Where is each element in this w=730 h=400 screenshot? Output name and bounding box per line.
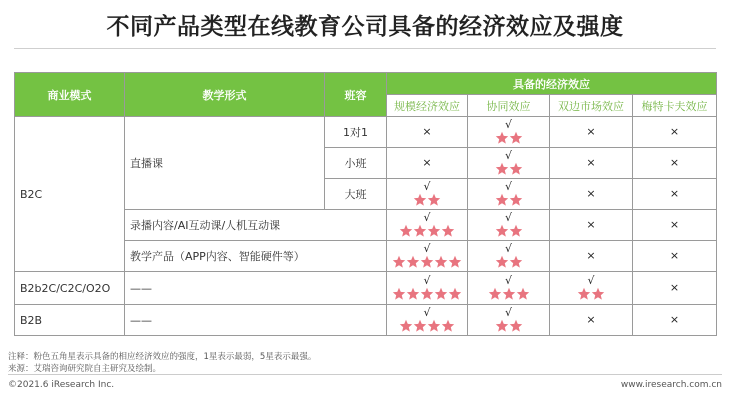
table-row <box>15 272 717 305</box>
header-class-size: 班容 <box>325 73 387 117</box>
cross-mark: × <box>422 156 432 170</box>
star-icon <box>399 224 413 238</box>
star-icon <box>509 255 523 269</box>
cell-teaching-form: —— <box>125 272 387 305</box>
star-icon <box>434 287 448 301</box>
star-icon <box>392 255 406 269</box>
strength-stars <box>495 255 523 269</box>
cell-effect <box>387 148 468 179</box>
strength-stars <box>495 224 523 238</box>
title-divider <box>14 48 716 49</box>
header-effect-synergy: 协同效应 <box>468 95 550 117</box>
cell-effect <box>468 148 550 179</box>
strength-stars <box>577 287 605 301</box>
cell-effect <box>550 305 633 336</box>
header-effect-metcalfe: 梅特卡夫效应 <box>633 95 717 117</box>
strength-stars <box>488 287 530 301</box>
cross-mark: × <box>586 156 596 170</box>
cell-effect <box>633 272 717 305</box>
star-icon <box>495 224 509 238</box>
star-icon <box>509 319 523 333</box>
check-mark: √ <box>423 210 431 224</box>
cell-effect <box>550 241 633 272</box>
star-icon <box>406 255 420 269</box>
star-icon <box>413 193 427 207</box>
cell-effect <box>633 179 717 210</box>
cell-effect <box>550 210 633 241</box>
check-mark: √ <box>587 273 595 287</box>
star-icon <box>420 255 434 269</box>
cell-effect <box>550 272 633 305</box>
cell-teaching-form: 录播内容/AI互动课/人机互动课 <box>125 210 387 241</box>
header-business-model: 商业模式 <box>15 73 125 117</box>
strength-stars <box>399 224 455 238</box>
check-mark: √ <box>504 305 512 319</box>
star-icon <box>509 131 523 145</box>
cross-mark: × <box>669 125 680 139</box>
star-icon <box>406 287 420 301</box>
check-mark: √ <box>504 210 512 224</box>
cross-mark: × <box>586 125 596 139</box>
footer-divider <box>8 374 722 375</box>
check-mark: √ <box>504 148 512 162</box>
star-icon <box>448 255 462 269</box>
cell-effect <box>387 210 468 241</box>
table-row <box>15 305 717 336</box>
cross-mark: × <box>669 187 680 201</box>
star-icon <box>509 162 523 176</box>
cell-class-size: 小班 <box>325 148 387 179</box>
strength-stars <box>392 287 462 301</box>
cross-mark: × <box>669 218 680 232</box>
table-row <box>15 117 717 148</box>
cross-mark: × <box>669 281 680 295</box>
economic-effects-table <box>14 72 717 336</box>
star-icon <box>495 255 509 269</box>
cross-mark: × <box>669 249 680 263</box>
star-icon <box>434 255 448 269</box>
cross-mark: × <box>669 313 680 327</box>
check-mark: √ <box>423 273 431 287</box>
star-icon <box>427 193 441 207</box>
cell-effect <box>550 117 633 148</box>
star-icon <box>448 287 462 301</box>
cell-effect <box>387 305 468 336</box>
cell-business-model: B2b2C/C2C/O2O <box>15 272 125 305</box>
cell-business-model: B2C <box>15 117 125 272</box>
strength-stars <box>495 319 523 333</box>
cell-effect <box>468 305 550 336</box>
star-icon <box>502 287 516 301</box>
strength-stars <box>413 193 441 207</box>
star-icon <box>488 287 502 301</box>
cell-effect <box>633 241 717 272</box>
strength-stars <box>495 193 523 207</box>
cross-mark: × <box>422 125 432 139</box>
check-mark: √ <box>423 179 431 193</box>
star-icon <box>392 287 406 301</box>
header-effects-group: 具备的经济效应 <box>387 73 717 95</box>
cell-business-model: B2B <box>15 305 125 336</box>
star-icon <box>413 319 427 333</box>
star-icon <box>577 287 591 301</box>
cell-class-size: 大班 <box>325 179 387 210</box>
cross-mark: × <box>586 249 596 263</box>
strength-stars <box>495 131 523 145</box>
cell-effect <box>468 272 550 305</box>
star-icon <box>399 319 413 333</box>
check-mark: √ <box>504 179 512 193</box>
cell-effect <box>633 305 717 336</box>
star-icon <box>495 319 509 333</box>
star-icon <box>420 287 434 301</box>
star-icon <box>509 193 523 207</box>
page-title: 不同产品类型在线教育公司具备的经济效应及强度 <box>106 14 624 40</box>
strength-stars <box>399 319 455 333</box>
star-icon <box>495 131 509 145</box>
cell-teaching-form: 教学产品（APP内容、智能硬件等） <box>125 241 387 272</box>
table-note: 注释：粉色五角星表示具备的相应经济效应的强度，1星表示最弱，5星表示最强。 <box>8 352 317 362</box>
strength-stars <box>392 255 462 269</box>
check-mark: √ <box>423 305 431 319</box>
star-icon <box>441 319 455 333</box>
star-icon <box>413 224 427 238</box>
strength-stars <box>495 162 523 176</box>
cell-class-size: 1对1 <box>325 117 387 148</box>
header-teaching-form: 教学形式 <box>125 73 325 117</box>
cell-effect <box>550 148 633 179</box>
header-effect-scale: 规模经济效应 <box>387 95 468 117</box>
check-mark: √ <box>504 273 512 287</box>
header-effect-two-sided: 双边市场效应 <box>550 95 633 117</box>
source-note: 来源：艾瑞咨询研究院自主研究及绘制。 <box>8 364 162 374</box>
cross-mark: × <box>669 156 680 170</box>
star-icon <box>509 224 523 238</box>
cell-effect <box>468 241 550 272</box>
star-icon <box>441 224 455 238</box>
cell-effect <box>387 117 468 148</box>
cell-effect <box>387 272 468 305</box>
cell-effect <box>550 179 633 210</box>
star-icon <box>495 193 509 207</box>
cell-teaching-form: 直播课 <box>125 117 325 210</box>
check-mark: √ <box>504 241 512 255</box>
cross-mark: × <box>586 313 596 327</box>
check-mark: √ <box>504 117 512 131</box>
cross-mark: × <box>586 187 596 201</box>
cell-effect <box>468 117 550 148</box>
cell-effect <box>633 210 717 241</box>
footer-copyright: ©2021.6 iResearch Inc. <box>8 380 115 390</box>
star-icon <box>495 162 509 176</box>
star-icon <box>427 224 441 238</box>
cell-effect <box>468 210 550 241</box>
cell-teaching-form: —— <box>125 305 387 336</box>
cell-effect <box>633 148 717 179</box>
star-icon <box>591 287 605 301</box>
cell-effect <box>468 179 550 210</box>
cell-effect <box>633 117 717 148</box>
star-icon <box>427 319 441 333</box>
star-icon <box>516 287 530 301</box>
cell-effect <box>387 179 468 210</box>
footer-website: www.iresearch.com.cn <box>620 380 722 390</box>
cross-mark: × <box>586 218 596 232</box>
check-mark: √ <box>423 241 431 255</box>
cell-effect <box>387 241 468 272</box>
